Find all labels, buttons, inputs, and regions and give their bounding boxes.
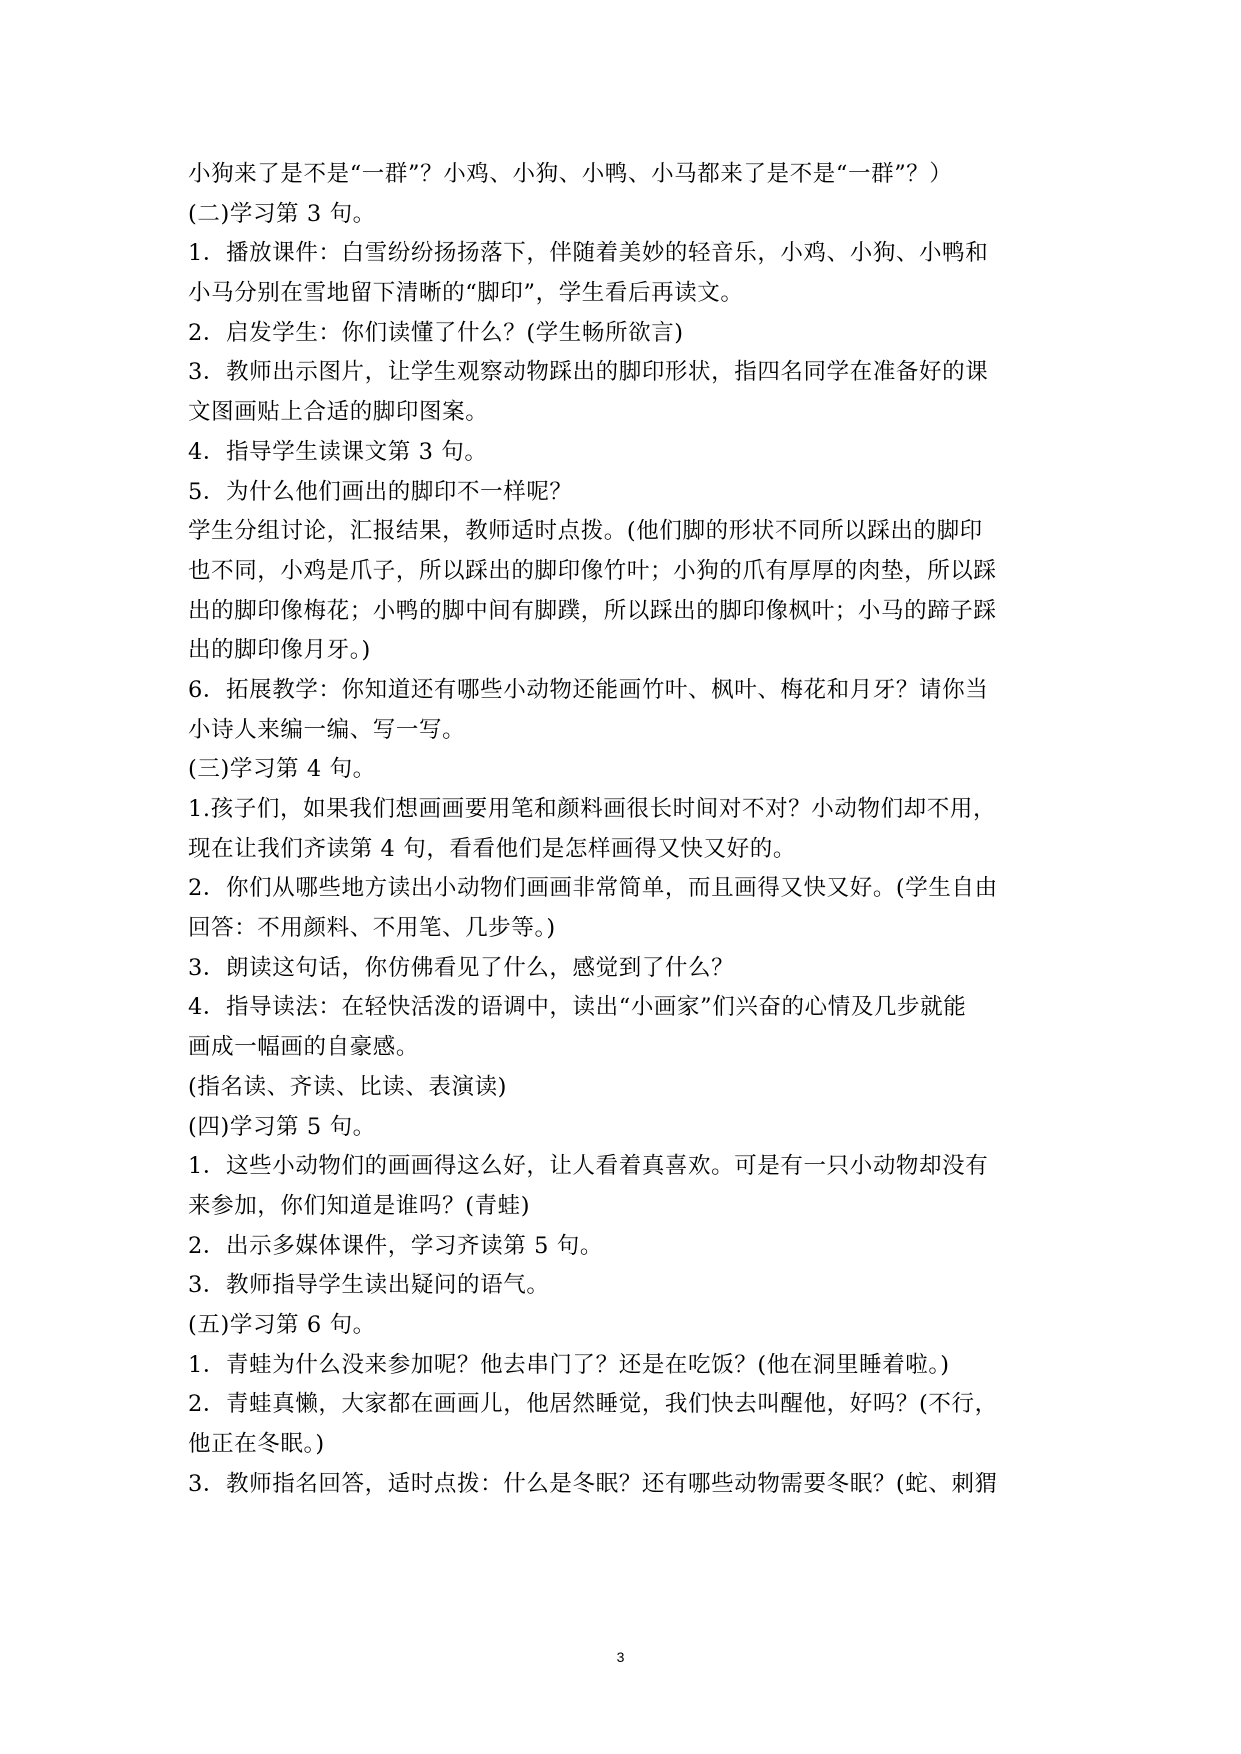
text-line: 回答：不用颜料、不用笔、几步等。) <box>188 915 556 942</box>
text-line: 3．教师指导学生读出疑问的语气。 <box>188 1272 550 1299</box>
text-line: 画成一幅画的自豪感。 <box>188 1034 420 1061</box>
text-line: 3．教师出示图片，让学生观察动物踩出的脚印形状，指四名同学在准备好的课 <box>188 359 989 386</box>
section-heading: (二)学习第 3 句。 <box>188 200 376 227</box>
section-heading: (五)学习第 6 句。 <box>188 1311 376 1338</box>
text-line: 出的脚印像月牙。) <box>188 637 371 664</box>
text-line: 文图画贴上合适的脚印图案。 <box>188 399 489 426</box>
text-line: 5．为什么他们画出的脚印不一样呢？ <box>188 478 573 505</box>
text-line: 4．指导读法：在轻快活泼的语调中，读出“小画家”们兴奋的心情及几步就能 <box>188 994 967 1021</box>
text-line: 现在让我们齐读第 4 句，看看他们是怎样画得又快又好的。 <box>188 835 796 862</box>
text-line: 2．出示多媒体课件，学习齐读第 5 句。 <box>188 1232 603 1259</box>
section-heading: (三)学习第 4 句。 <box>188 756 376 783</box>
text-line: 1.孩子们，如果我们想画画要用笔和颜料画很长时间对不对？小动物们却不用， <box>188 796 997 822</box>
text-line: (指名读、齐读、比读、表演读) <box>188 1073 508 1100</box>
text-line: 小马分别在雪地留下清晰的“脚印”，学生看后再读文。 <box>188 280 744 307</box>
text-line: 学生分组讨论，汇报结果，教师适时点拨。(他们脚的形状不同所以踩出的脚印 <box>188 518 983 545</box>
text-line: 2．你们从哪些地方读出小动物们画画非常简单，而且画得又快又好。(学生自由 <box>188 875 998 902</box>
text-line: 来参加，你们知道是谁吗？(青蛙) <box>188 1192 531 1219</box>
text-line: 1．青蛙为什么没来参加呢？他去串门了？还是在吃饭？(他在洞里睡着啦。) <box>188 1351 950 1378</box>
text-line: 也不同，小鸡是爪子，所以踩出的脚印像竹叶；小狗的爪有厚厚的肉垫，所以踩 <box>188 557 997 584</box>
document-body <box>188 155 1060 1504</box>
text-line: 2．青蛙真懒，大家都在画画儿，他居然睡觉，我们快去叫醒他，好吗？(不行， <box>188 1391 998 1418</box>
text-line: 2．启发学生：你们读懂了什么？(学生畅所欲言) <box>188 319 684 346</box>
text-line: 小狗来了是不是“一群”？小鸡、小狗、小鸭、小马都来了是不是“一群”？） <box>188 161 953 187</box>
text-line: 4．指导学生读课文第 3 句。 <box>188 438 488 465</box>
text-line: 1．这些小动物们的画画得这么好，让人看着真喜欢。可是有一只小动物却没有 <box>188 1153 989 1180</box>
text-line: 1．播放课件：白雪纷纷扬扬落下，伴随着美妙的轻音乐，小鸡、小狗、小鸭和 <box>188 240 989 267</box>
text-line: 6．拓展教学：你知道还有哪些小动物还能画竹叶、枫叶、梅花和月牙？请你当 <box>188 676 989 703</box>
text-line: 3．朗读这句话，你仿佛看见了什么，感觉到了什么？ <box>188 954 735 981</box>
text-line: 3．教师指名回答，适时点拨：什么是冬眠？还有哪些动物需要冬眠？(蛇、刺猬 <box>188 1470 998 1497</box>
page-number: 3 <box>616 1649 625 1665</box>
text-line: 小诗人来编一编、写一写。 <box>188 716 466 743</box>
text-line: 他正在冬眠。) <box>188 1431 325 1457</box>
text-line: 出的脚印像梅花；小鸭的脚中间有脚蹼，所以踩出的脚印像枫叶；小马的蹄子踩 <box>188 597 997 624</box>
section-heading: (四)学习第 5 句。 <box>188 1113 376 1140</box>
